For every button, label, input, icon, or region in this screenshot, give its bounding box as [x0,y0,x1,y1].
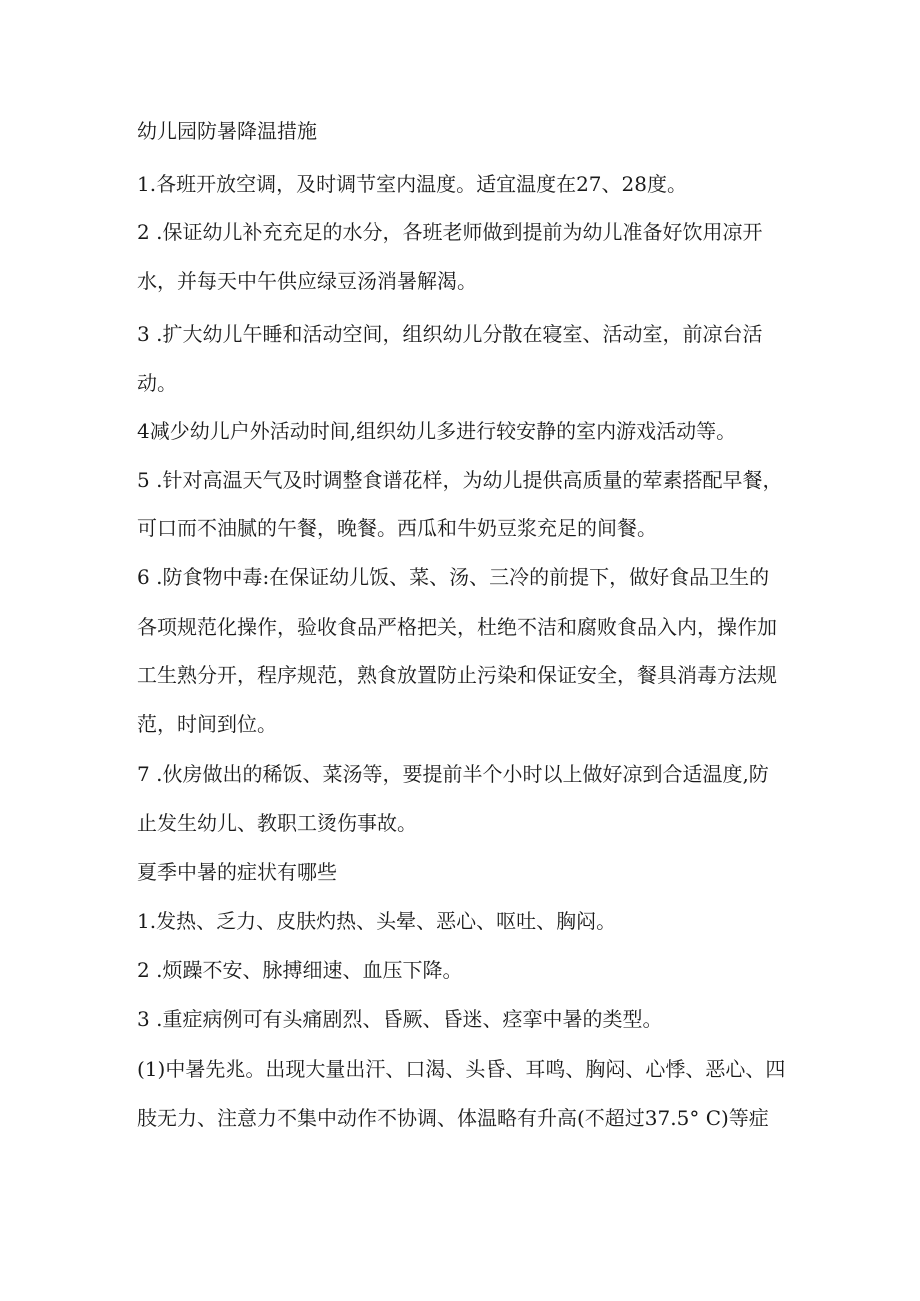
paragraph-line: 2 .保证幼儿补充充足的水分，各班老师做到提前为幼儿准备好饮用凉开 [137,220,763,244]
paragraph-line: 1.各班开放空调，及时调节室内温度。适宜温度在27、28度。 [137,172,687,196]
paragraph-line: 止发生幼儿、教职工烫伤事故。 [137,811,417,835]
paragraph-line: 1.发热、乏力、皮肤灼热、头晕、恶心、呕吐、胸闷。 [137,909,617,933]
paragraph-line: 7 .伙房做出的稀饭、菜汤等，要提前半个小时以上做好凉到合适温度,防 [137,762,769,786]
paragraph-line: 2 .烦躁不安、脉搏细速、血压下降。 [137,958,463,982]
heading-heatstroke-prevention: 幼儿园防暑降温措施 [137,119,317,143]
paragraph-line: 3 .扩大幼儿午睡和活动空间，组织幼儿分散在寝室、活动室，前凉台活 [137,322,763,346]
paragraph-line: 肢无力、注意力不集中动作不协调、体温略有升高(不超过37.5° C)等症 [137,1106,769,1130]
paragraph-line: 工生熟分开，程序规范，熟食放置防止污染和保证安全，餐具消毒方法规 [137,663,777,687]
paragraph-line: 范，时间到位。 [137,712,277,736]
paragraph-line: 水，并每天中午供应绿豆汤消暑解渴。 [137,269,477,293]
paragraph-line: 5 .针对高温天气及时调整食谱花样，为幼儿提供高质量的荤素搭配早餐， [137,468,783,492]
paragraph-line: 动。 [137,371,177,395]
paragraph-line: 3 .重症病例可有头痛剧烈、昏厥、昏迷、痉挛中暑的类型。 [137,1007,663,1031]
paragraph-line: 6 .防食物中毒:在保证幼儿饭、菜、汤、三冷的前提下，做好食品卫生的 [137,565,770,589]
paragraph-line: 各项规范化操作，验收食品严格把关，杜绝不洁和腐败食品入内，操作加 [137,615,777,639]
paragraph-line: 4减少幼儿户外活动时间,组织幼儿多进行较安静的室内游戏活动等。 [137,419,737,443]
paragraph-line: (1)中暑先兆。出现大量出汗、口渴、头昏、耳鸣、胸闷、心悸、恶心、四 [137,1057,786,1081]
paragraph-line: 可口而不油腻的午餐，晚餐。西瓜和牛奶豆浆充足的间餐。 [137,516,657,540]
heading-heatstroke-symptoms: 夏季中暑的症状有哪些 [137,860,337,884]
